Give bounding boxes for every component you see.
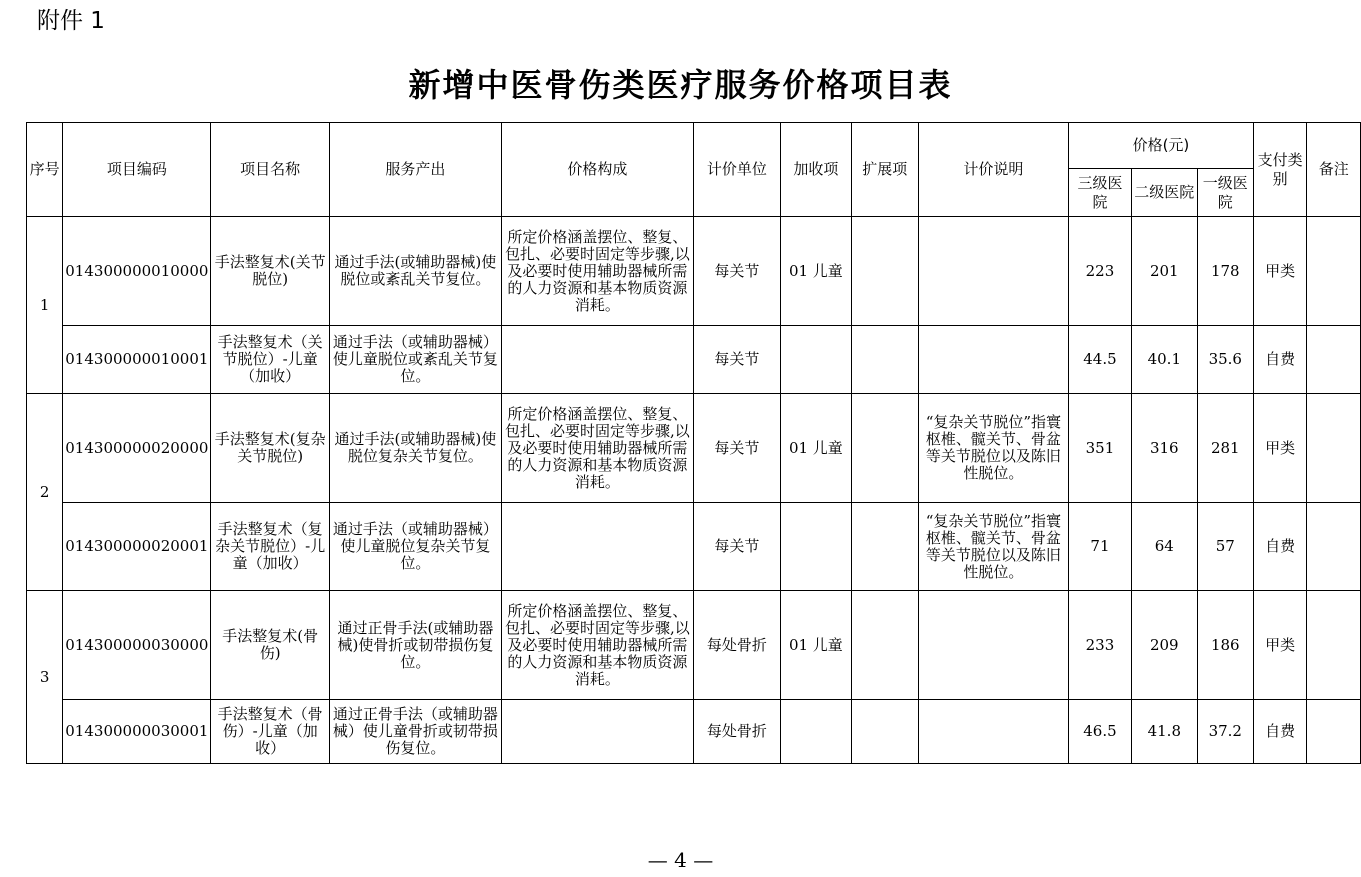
cell-name: 手法整复术(复杂关节脱位): [211, 394, 330, 503]
cell-extension: [851, 217, 918, 326]
header-pay-type: 支付类别: [1253, 123, 1307, 217]
cell-extension: [851, 503, 918, 591]
cell-tier3-price: 223: [1069, 217, 1132, 326]
table-row: [27, 591, 1361, 700]
cell-extension: [851, 326, 918, 394]
cell-output: 通过手法（或辅助器械）使儿童脱位或紊乱关节复位。: [329, 326, 501, 394]
cell-surcharge: 01 儿童: [780, 394, 851, 503]
cell-seq: 1: [27, 217, 63, 394]
cell-pay-type: 自费: [1253, 503, 1307, 591]
cell-tier2-price: 316: [1131, 394, 1197, 503]
cell-tier1-price: 281: [1197, 394, 1253, 503]
cell-tier1-price: 35.6: [1197, 326, 1253, 394]
cell-composition: [501, 700, 693, 764]
cell-remark: [1307, 394, 1361, 503]
table-row: [27, 217, 1361, 326]
cell-code: 014300000030001: [63, 700, 211, 764]
cell-composition: 所定价格涵盖摆位、整复、包扎、必要时固定等步骤,以及必要时使用辅助器械所需的人力资源和基本物质资源消耗。: [501, 591, 693, 700]
cell-output: 通过手法(或辅助器械)使脱位复杂关节复位。: [329, 394, 501, 503]
cell-output: 通过正骨手法（或辅助器械）使儿童骨折或韧带损伤复位。: [329, 700, 501, 764]
cell-unit: 每关节: [693, 326, 780, 394]
cell-composition: 所定价格涵盖摆位、整复、包扎、必要时固定等步骤,以及必要时使用辅助器械所需的人力资源和基本物质资源消耗。: [501, 217, 693, 326]
cell-extension: [851, 591, 918, 700]
cell-tier2-price: 40.1: [1131, 326, 1197, 394]
table-row: [27, 394, 1361, 503]
table-row: [27, 503, 1361, 591]
cell-seq: 3: [27, 591, 63, 764]
cell-remark: [1307, 591, 1361, 700]
header-remark: 备注: [1307, 123, 1361, 217]
cell-tier3-price: 233: [1069, 591, 1132, 700]
cell-name: 手法整复术(关节脱位): [211, 217, 330, 326]
cell-tier2-price: 41.8: [1131, 700, 1197, 764]
cell-code: 014300000030000: [63, 591, 211, 700]
cell-tier2-price: 209: [1131, 591, 1197, 700]
header-unit: 计价单位: [693, 123, 780, 217]
cell-surcharge: 01 儿童: [780, 217, 851, 326]
cell-pay-type: 甲类: [1253, 217, 1307, 326]
cell-tier2-price: 64: [1131, 503, 1197, 591]
cell-surcharge: [780, 700, 851, 764]
cell-unit: 每处骨折: [693, 700, 780, 764]
cell-unit: 每关节: [693, 217, 780, 326]
header-composition: 价格构成: [501, 123, 693, 217]
attachment-label: 附件 1: [37, 8, 105, 34]
cell-pay-type: 自费: [1253, 700, 1307, 764]
cell-name: 手法整复术(骨伤): [211, 591, 330, 700]
cell-unit: 每关节: [693, 503, 780, 591]
document-title: 新增中医骨伤类医疗服务价格项目表: [408, 66, 953, 104]
table-row: [27, 700, 1361, 764]
cell-name: 手法整复术（骨伤）-儿童（加收）: [211, 700, 330, 764]
cell-surcharge: 01 儿童: [780, 591, 851, 700]
cell-note: “复杂关节脱位”指寰枢椎、髋关节、骨盆等关节脱位以及陈旧性脱位。: [918, 394, 1068, 503]
header-tier1: 一级医院: [1197, 169, 1253, 217]
cell-remark: [1307, 326, 1361, 394]
cell-output: 通过手法（或辅助器械）使儿童脱位复杂关节复位。: [329, 503, 501, 591]
cell-composition: [501, 503, 693, 591]
header-note: 计价说明: [918, 123, 1068, 217]
cell-name: 手法整复术（复杂关节脱位）-儿童（加收）: [211, 503, 330, 591]
cell-note: “复杂关节脱位”指寰枢椎、髋关节、骨盆等关节脱位以及陈旧性脱位。: [918, 503, 1068, 591]
page-number: — 4 —: [647, 848, 714, 872]
header-seq: 序号: [27, 123, 63, 217]
header-extension: 扩展项: [851, 123, 918, 217]
cell-extension: [851, 394, 918, 503]
cell-composition: [501, 326, 693, 394]
cell-unit: 每关节: [693, 394, 780, 503]
cell-note: [918, 217, 1068, 326]
cell-code: 014300000020000: [63, 394, 211, 503]
cell-tier3-price: 351: [1069, 394, 1132, 503]
cell-tier2-price: 201: [1131, 217, 1197, 326]
cell-code: 014300000010001: [63, 326, 211, 394]
cell-pay-type: 甲类: [1253, 591, 1307, 700]
cell-output: 通过手法(或辅助器械)使脱位或紊乱关节复位。: [329, 217, 501, 326]
cell-extension: [851, 700, 918, 764]
header-tier2: 二级医院: [1131, 169, 1197, 217]
header-output: 服务产出: [329, 123, 501, 217]
cell-remark: [1307, 503, 1361, 591]
cell-tier3-price: 44.5: [1069, 326, 1132, 394]
cell-tier1-price: 178: [1197, 217, 1253, 326]
table-row: [27, 326, 1361, 394]
cell-pay-type: 自费: [1253, 326, 1307, 394]
price-item-table: [26, 122, 1361, 764]
header-surcharge: 加收项: [780, 123, 851, 217]
cell-note: [918, 591, 1068, 700]
cell-note: [918, 700, 1068, 764]
cell-unit: 每处骨折: [693, 591, 780, 700]
header-price-group: 价格(元): [1069, 123, 1254, 169]
cell-pay-type: 甲类: [1253, 394, 1307, 503]
cell-note: [918, 326, 1068, 394]
cell-code: 014300000010000: [63, 217, 211, 326]
cell-tier3-price: 46.5: [1069, 700, 1132, 764]
cell-remark: [1307, 700, 1361, 764]
cell-seq: 2: [27, 394, 63, 591]
header-code: 项目编码: [63, 123, 211, 217]
cell-name: 手法整复术（关节脱位）-儿童（加收）: [211, 326, 330, 394]
header-name: 项目名称: [211, 123, 330, 217]
cell-remark: [1307, 217, 1361, 326]
cell-tier1-price: 37.2: [1197, 700, 1253, 764]
cell-surcharge: [780, 326, 851, 394]
cell-output: 通过正骨手法(或辅助器械)使骨折或韧带损伤复位。: [329, 591, 501, 700]
cell-surcharge: [780, 503, 851, 591]
cell-code: 014300000020001: [63, 503, 211, 591]
cell-tier1-price: 57: [1197, 503, 1253, 591]
cell-tier1-price: 186: [1197, 591, 1253, 700]
header-tier3: 三级医院: [1069, 169, 1132, 217]
cell-composition: 所定价格涵盖摆位、整复、包扎、必要时固定等步骤,以及必要时使用辅助器械所需的人力资源和基本物质资源消耗。: [501, 394, 693, 503]
cell-tier3-price: 71: [1069, 503, 1132, 591]
